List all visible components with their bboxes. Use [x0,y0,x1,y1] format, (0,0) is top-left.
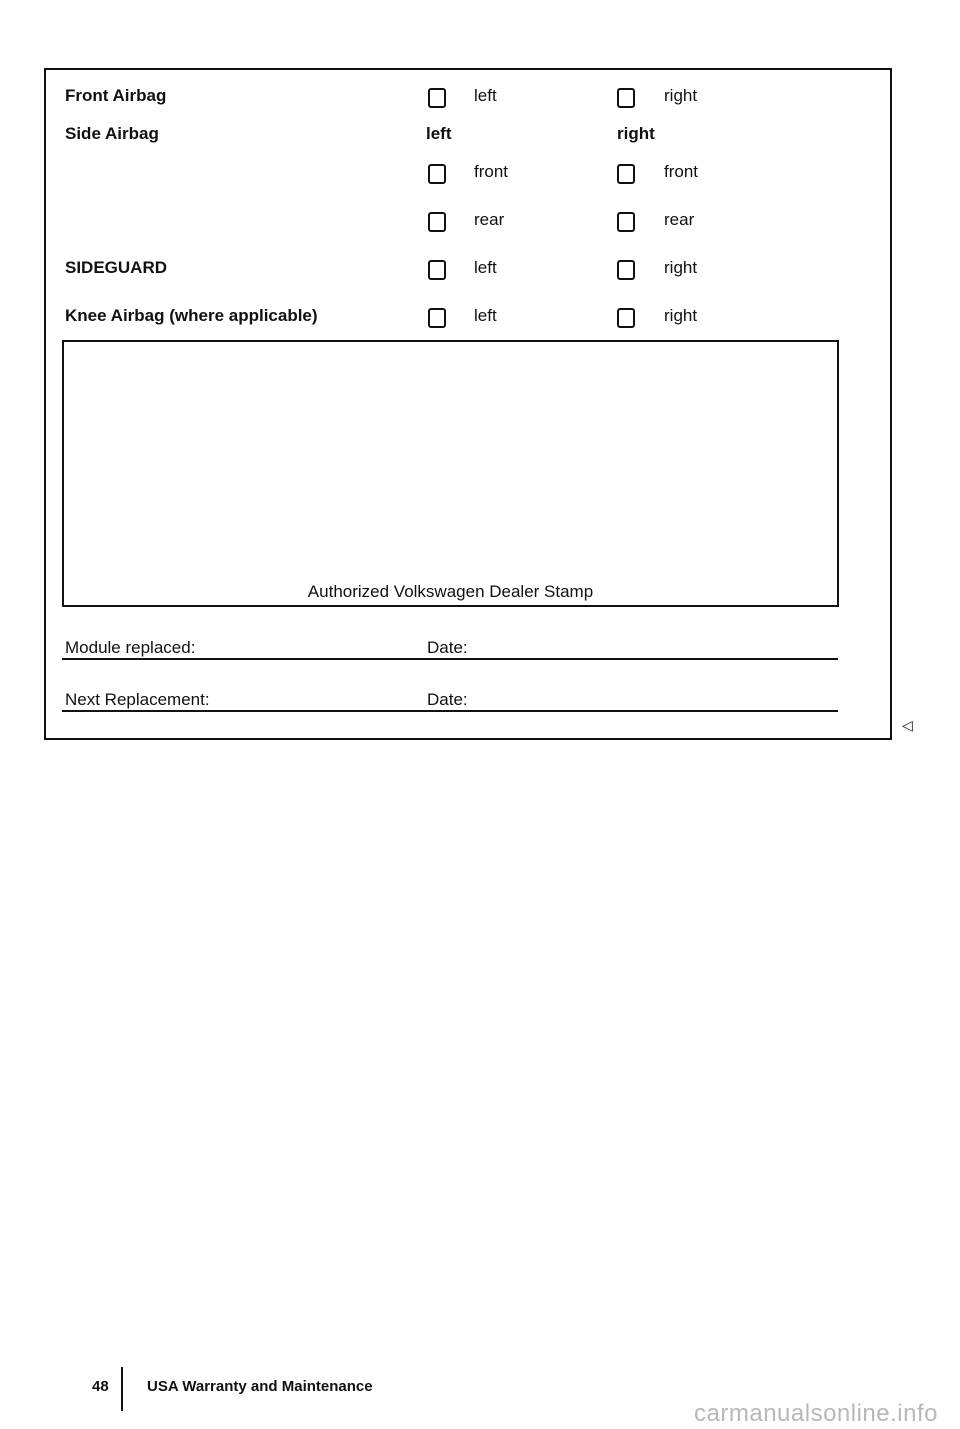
sideguard-label: SIDEGUARD [65,258,168,277]
knee-airbag-right-label: right [664,306,698,325]
next-replacement-date-label: Date: [427,690,468,709]
module-replaced-line[interactable] [62,658,838,660]
next-replacement-label: Next Replacement: [65,690,210,709]
page-number: 48 [92,1378,109,1395]
knee-airbag-left-checkbox[interactable] [428,308,446,328]
side-airbag-right-front-label: front [664,162,699,181]
knee-airbag-label: Knee Airbag (where applicable) [65,306,318,325]
side-airbag-left-rear-checkbox[interactable] [428,212,446,232]
side-airbag-left-front-label: front [474,162,509,181]
front-airbag-right-checkbox[interactable] [617,88,635,108]
sideguard-right-label: right [664,258,698,277]
sideguard-left-checkbox[interactable] [428,260,446,280]
watermark: carmanualsonline.info [694,1400,938,1427]
module-replaced-date-label: Date: [427,638,468,657]
next-replacement-line[interactable] [62,710,838,712]
side-airbag-right-header: right [617,124,655,143]
module-replaced-label: Module replaced: [65,638,196,657]
side-airbag-right-rear-checkbox[interactable] [617,212,635,232]
dealer-stamp-box[interactable] [62,340,839,607]
sideguard-left-label: left [474,258,497,277]
side-airbag-label: Side Airbag [65,124,159,143]
knee-airbag-right-checkbox[interactable] [617,308,635,328]
dealer-stamp-caption: Authorized Volkswagen Dealer Stamp [307,582,594,601]
sideguard-right-checkbox[interactable] [617,260,635,280]
front-airbag-left-label: left [474,86,497,105]
front-airbag-left-checkbox[interactable] [428,88,446,108]
side-airbag-left-front-checkbox[interactable] [428,164,446,184]
footer-title: USA Warranty and Maintenance [147,1378,373,1395]
front-airbag-right-label: right [664,86,698,105]
knee-airbag-left-label: left [474,306,497,325]
side-airbag-left-header: left [426,124,452,143]
side-airbag-right-rear-label: rear [664,210,695,229]
footer-divider [121,1367,123,1411]
side-airbag-right-front-checkbox[interactable] [617,164,635,184]
front-airbag-label: Front Airbag [65,86,167,105]
side-airbag-left-rear-label: rear [474,210,505,229]
cut-marker-icon: ◁ [902,717,913,733]
